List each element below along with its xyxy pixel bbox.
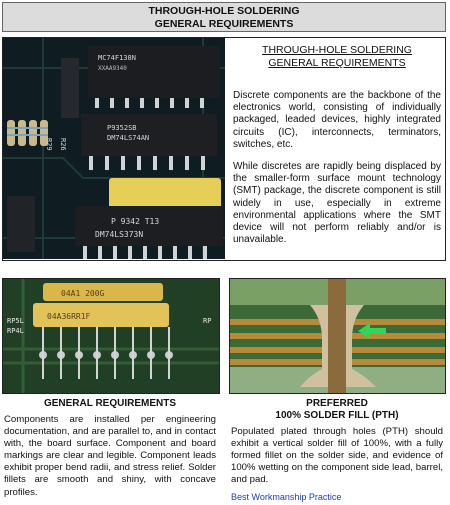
component-lead — [328, 279, 346, 394]
caption-title: GENERAL REQUIREMENTS — [43, 398, 177, 409]
header-title-line1: THROUGH-HOLE SOLDERING — [148, 5, 300, 17]
board-label-rp: RP — [203, 317, 212, 325]
part-marking-2: 04A36RR1F — [47, 312, 91, 321]
best-workmanship-label: Best Workmanship Practice — [231, 492, 342, 503]
chip1-marking-1: MC74F138N — [98, 54, 136, 62]
board-label-2: R26 — [59, 138, 67, 151]
chip3-marking-2: DM74LS373N — [95, 230, 144, 239]
panel-title-line1: THROUGH-HOLE SOLDERING — [262, 44, 412, 56]
chip1-marking-2: XXAA9340 — [98, 65, 127, 72]
chip2-marking-2: DM74LS74AN — [107, 134, 150, 142]
panel-title — [233, 44, 441, 70]
caption-body: Components are installed per engineering documentation, and are parallel to, and in contact with, the board surface. Component and board markings are clear and legible. Component leads exhibit proper bend radii, and stress relief. Solder fillets are smooth and shiny, with concave profiles. — [4, 414, 216, 498]
general-requirements-caption — [4, 398, 216, 499]
top-panel-text — [233, 44, 441, 256]
board-label-rp4l: RP4L — [7, 327, 24, 335]
caption-body: Populated plated through holes (PTH) should exhibit a vertical solder fill of 100%, with a fully formed fillet on the solder side, and evidence of 100% wetting on the component side lead, barrel, and pad. — [231, 426, 443, 486]
solder-fill-cross-section-photo — [229, 278, 446, 394]
caption-title-preferred: PREFERRED — [306, 398, 368, 409]
caption-title-solder-fill: 100% SOLDER FILL (PTH) — [275, 410, 399, 421]
cross-section-svg — [230, 279, 446, 394]
page-header — [2, 2, 446, 32]
board-photo-svg — [3, 279, 220, 394]
chip3-marking-1: P 9342 T13 — [111, 217, 160, 226]
header-title-line2: GENERAL REQUIREMENTS — [154, 18, 294, 30]
chip2-marking-1: P9352SB — [107, 124, 137, 132]
top-panel — [2, 37, 446, 261]
board-label-1: R29 — [45, 138, 53, 151]
general-requirements-photo — [2, 278, 220, 394]
intro-paragraph-2: While discretes are rapidly being displaced by the smaller-form surface mount technology (SMT) package, the discrete component is still widely in use, especially in extreme environmental applications where the SMT device will not perform reliably and/or is unavailable. — [233, 161, 441, 246]
panel-title-line2: GENERAL REQUIREMENTS — [268, 57, 406, 69]
solder-fill-caption — [231, 398, 443, 502]
ic-board-photo — [3, 38, 225, 259]
intro-paragraph-1: Discrete components are the backbone of the electronics world, consisting of individually packaged, leaded devices, highly integrated circuits (IC), interconnects, terminators, switches, etc. — [233, 90, 441, 150]
part-marking-1: 04A1 200G — [61, 289, 105, 298]
board-label-rp5l: RP5L — [7, 317, 24, 325]
